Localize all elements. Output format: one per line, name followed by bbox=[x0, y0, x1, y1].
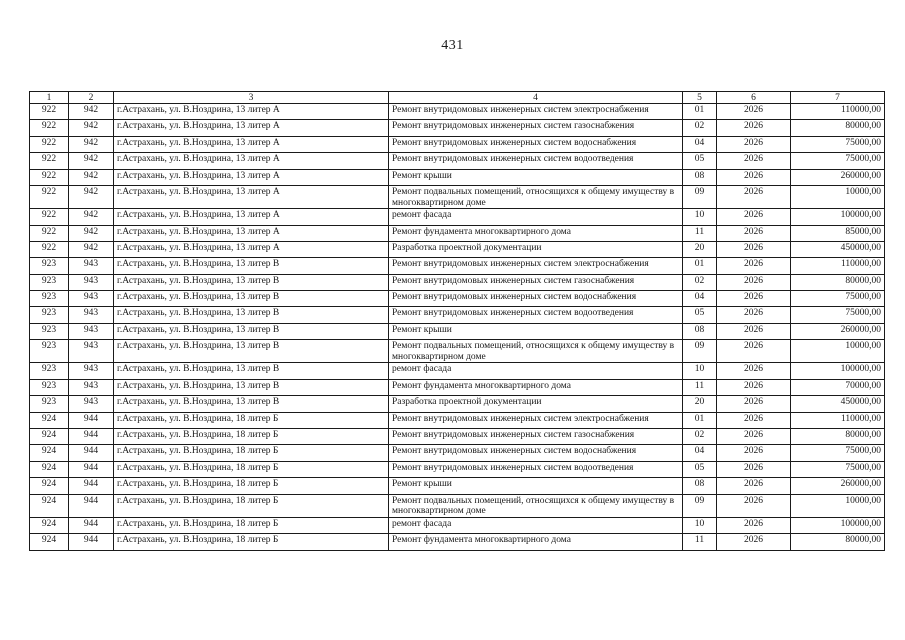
object-id-cell: 942 bbox=[69, 185, 114, 208]
row-number-cell: 922 bbox=[30, 120, 69, 136]
address-cell: г.Астрахань, ул. В.Ноздрина, 18 литер Б bbox=[114, 461, 389, 477]
column-header: 3 bbox=[114, 92, 389, 104]
row-number-cell: 924 bbox=[30, 517, 69, 533]
cost-cell: 80000,00 bbox=[791, 534, 885, 550]
cost-cell: 70000,00 bbox=[791, 379, 885, 395]
year-cell: 2026 bbox=[717, 363, 791, 379]
work-type-cell: Ремонт внутридомовых инженерных систем водоснабжения bbox=[389, 445, 683, 461]
cost-cell: 260000,00 bbox=[791, 169, 885, 185]
work-code-cell: 20 bbox=[683, 396, 717, 412]
row-number-cell: 923 bbox=[30, 323, 69, 339]
row-number-cell: 924 bbox=[30, 494, 69, 517]
address-cell: г.Астрахань, ул. В.Ноздрина, 18 литер Б bbox=[114, 534, 389, 550]
year-cell: 2026 bbox=[717, 379, 791, 395]
work-type-cell: Ремонт подвальных помещений, относящихся к общему имуществу в многоквартирном доме bbox=[389, 494, 683, 517]
object-id-cell: 942 bbox=[69, 241, 114, 257]
table-row bbox=[30, 445, 885, 461]
cost-cell: 80000,00 bbox=[791, 274, 885, 290]
table-row bbox=[30, 429, 885, 445]
work-code-cell: 09 bbox=[683, 340, 717, 363]
column-header: 7 bbox=[791, 92, 885, 104]
object-id-cell: 942 bbox=[69, 169, 114, 185]
table-row bbox=[30, 120, 885, 136]
address-cell: г.Астрахань, ул. В.Ноздрина, 18 литер Б bbox=[114, 478, 389, 494]
work-type-cell: Ремонт внутридомовых инженерных систем электроснабжения bbox=[389, 104, 683, 120]
work-code-cell: 04 bbox=[683, 136, 717, 152]
object-id-cell: 943 bbox=[69, 323, 114, 339]
cost-cell: 260000,00 bbox=[791, 323, 885, 339]
table-row bbox=[30, 241, 885, 257]
table-row bbox=[30, 136, 885, 152]
column-header: 5 bbox=[683, 92, 717, 104]
row-number-cell: 924 bbox=[30, 412, 69, 428]
year-cell: 2026 bbox=[717, 185, 791, 208]
cost-cell: 110000,00 bbox=[791, 104, 885, 120]
cost-cell: 100000,00 bbox=[791, 209, 885, 225]
object-id-cell: 944 bbox=[69, 478, 114, 494]
address-cell: г.Астрахань, ул. В.Ноздрина, 13 литер А bbox=[114, 104, 389, 120]
work-code-cell: 01 bbox=[683, 412, 717, 428]
work-type-cell: Ремонт внутридомовых инженерных систем водоотведения bbox=[389, 307, 683, 323]
address-cell: г.Астрахань, ул. В.Ноздрина, 13 литер А bbox=[114, 225, 389, 241]
object-id-cell: 943 bbox=[69, 274, 114, 290]
work-code-cell: 08 bbox=[683, 478, 717, 494]
object-id-cell: 944 bbox=[69, 412, 114, 428]
table-row bbox=[30, 307, 885, 323]
address-cell: г.Астрахань, ул. В.Ноздрина, 13 литер А bbox=[114, 120, 389, 136]
work-type-cell: Ремонт фундамента многоквартирного дома bbox=[389, 225, 683, 241]
table-row bbox=[30, 534, 885, 550]
work-code-cell: 09 bbox=[683, 185, 717, 208]
table-row bbox=[30, 153, 885, 169]
address-cell: г.Астрахань, ул. В.Ноздрина, 13 литер А bbox=[114, 136, 389, 152]
row-number-cell: 923 bbox=[30, 363, 69, 379]
work-code-cell: 02 bbox=[683, 120, 717, 136]
cost-cell: 260000,00 bbox=[791, 478, 885, 494]
table-header-row bbox=[30, 92, 885, 104]
table-row bbox=[30, 258, 885, 274]
work-type-cell: ремонт фасада bbox=[389, 209, 683, 225]
work-code-cell: 04 bbox=[683, 291, 717, 307]
work-type-cell: Разработка проектной документации bbox=[389, 396, 683, 412]
work-type-cell: Ремонт внутридомовых инженерных систем водоотведения bbox=[389, 153, 683, 169]
work-code-cell: 11 bbox=[683, 225, 717, 241]
object-id-cell: 943 bbox=[69, 379, 114, 395]
table-row bbox=[30, 494, 885, 517]
cost-cell: 75000,00 bbox=[791, 291, 885, 307]
column-header: 1 bbox=[30, 92, 69, 104]
work-code-cell: 08 bbox=[683, 169, 717, 185]
address-cell: г.Астрахань, ул. В.Ноздрина, 13 литер В bbox=[114, 274, 389, 290]
work-code-cell: 11 bbox=[683, 534, 717, 550]
table-row bbox=[30, 363, 885, 379]
table-row bbox=[30, 225, 885, 241]
address-cell: г.Астрахань, ул. В.Ноздрина, 18 литер Б bbox=[114, 517, 389, 533]
cost-cell: 100000,00 bbox=[791, 363, 885, 379]
object-id-cell: 943 bbox=[69, 396, 114, 412]
year-cell: 2026 bbox=[717, 258, 791, 274]
table-row bbox=[30, 185, 885, 208]
address-cell: г.Астрахань, ул. В.Ноздрина, 13 литер В bbox=[114, 307, 389, 323]
object-id-cell: 944 bbox=[69, 429, 114, 445]
row-number-cell: 924 bbox=[30, 461, 69, 477]
address-cell: г.Астрахань, ул. В.Ноздрина, 13 литер В bbox=[114, 379, 389, 395]
cost-cell: 75000,00 bbox=[791, 307, 885, 323]
table-row bbox=[30, 461, 885, 477]
row-number-cell: 923 bbox=[30, 258, 69, 274]
address-cell: г.Астрахань, ул. В.Ноздрина, 13 литер А bbox=[114, 209, 389, 225]
work-type-cell: ремонт фасада bbox=[389, 517, 683, 533]
cost-cell: 100000,00 bbox=[791, 517, 885, 533]
year-cell: 2026 bbox=[717, 291, 791, 307]
row-number-cell: 924 bbox=[30, 478, 69, 494]
address-cell: г.Астрахань, ул. В.Ноздрина, 18 литер Б bbox=[114, 494, 389, 517]
cost-cell: 85000,00 bbox=[791, 225, 885, 241]
column-header: 4 bbox=[389, 92, 683, 104]
work-type-cell: Ремонт внутридомовых инженерных систем газоснабжения bbox=[389, 274, 683, 290]
work-type-cell: Ремонт подвальных помещений, относящихся к общему имуществу в многоквартирном доме bbox=[389, 185, 683, 208]
year-cell: 2026 bbox=[717, 494, 791, 517]
year-cell: 2026 bbox=[717, 517, 791, 533]
table-row bbox=[30, 340, 885, 363]
year-cell: 2026 bbox=[717, 396, 791, 412]
year-cell: 2026 bbox=[717, 323, 791, 339]
year-cell: 2026 bbox=[717, 104, 791, 120]
object-id-cell: 944 bbox=[69, 517, 114, 533]
address-cell: г.Астрахань, ул. В.Ноздрина, 13 литер А bbox=[114, 153, 389, 169]
address-cell: г.Астрахань, ул. В.Ноздрина, 13 литер В bbox=[114, 363, 389, 379]
row-number-cell: 923 bbox=[30, 291, 69, 307]
address-cell: г.Астрахань, ул. В.Ноздрина, 13 литер А bbox=[114, 169, 389, 185]
work-type-cell: Ремонт фундамента многоквартирного дома bbox=[389, 534, 683, 550]
work-code-cell: 20 bbox=[683, 241, 717, 257]
row-number-cell: 923 bbox=[30, 396, 69, 412]
object-id-cell: 942 bbox=[69, 136, 114, 152]
cost-cell: 110000,00 bbox=[791, 258, 885, 274]
object-id-cell: 944 bbox=[69, 534, 114, 550]
cost-cell: 80000,00 bbox=[791, 429, 885, 445]
year-cell: 2026 bbox=[717, 340, 791, 363]
row-number-cell: 923 bbox=[30, 307, 69, 323]
table-row bbox=[30, 517, 885, 533]
work-type-cell: Ремонт крыши bbox=[389, 169, 683, 185]
table-row bbox=[30, 412, 885, 428]
object-id-cell: 942 bbox=[69, 153, 114, 169]
table-row bbox=[30, 478, 885, 494]
year-cell: 2026 bbox=[717, 412, 791, 428]
row-number-cell: 924 bbox=[30, 445, 69, 461]
row-number-cell: 924 bbox=[30, 429, 69, 445]
object-id-cell: 943 bbox=[69, 363, 114, 379]
object-id-cell: 943 bbox=[69, 258, 114, 274]
address-cell: г.Астрахань, ул. В.Ноздрина, 13 литер В bbox=[114, 396, 389, 412]
work-code-cell: 05 bbox=[683, 461, 717, 477]
work-type-cell: Ремонт подвальных помещений, относящихся к общему имуществу в многоквартирном доме bbox=[389, 340, 683, 363]
row-number-cell: 923 bbox=[30, 379, 69, 395]
year-cell: 2026 bbox=[717, 241, 791, 257]
address-cell: г.Астрахань, ул. В.Ноздрина, 13 литер В bbox=[114, 323, 389, 339]
address-cell: г.Астрахань, ул. В.Ноздрина, 13 литер А bbox=[114, 185, 389, 208]
work-code-cell: 08 bbox=[683, 323, 717, 339]
cost-cell: 75000,00 bbox=[791, 153, 885, 169]
cost-cell: 80000,00 bbox=[791, 120, 885, 136]
year-cell: 2026 bbox=[717, 274, 791, 290]
row-number-cell: 922 bbox=[30, 225, 69, 241]
cost-cell: 450000,00 bbox=[791, 241, 885, 257]
year-cell: 2026 bbox=[717, 136, 791, 152]
table-body bbox=[30, 104, 885, 551]
table-row bbox=[30, 209, 885, 225]
address-cell: г.Астрахань, ул. В.Ноздрина, 18 литер Б bbox=[114, 445, 389, 461]
works-table bbox=[29, 91, 885, 551]
table-row bbox=[30, 396, 885, 412]
work-type-cell: ремонт фасада bbox=[389, 363, 683, 379]
cost-cell: 75000,00 bbox=[791, 461, 885, 477]
work-code-cell: 04 bbox=[683, 445, 717, 461]
year-cell: 2026 bbox=[717, 445, 791, 461]
work-type-cell: Ремонт внутридомовых инженерных систем газоснабжения bbox=[389, 429, 683, 445]
work-code-cell: 11 bbox=[683, 379, 717, 395]
work-code-cell: 01 bbox=[683, 104, 717, 120]
work-code-cell: 10 bbox=[683, 517, 717, 533]
work-type-cell: Ремонт фундамента многоквартирного дома bbox=[389, 379, 683, 395]
work-code-cell: 05 bbox=[683, 153, 717, 169]
table-row bbox=[30, 291, 885, 307]
table-row bbox=[30, 169, 885, 185]
year-cell: 2026 bbox=[717, 209, 791, 225]
year-cell: 2026 bbox=[717, 534, 791, 550]
cost-cell: 10000,00 bbox=[791, 185, 885, 208]
row-number-cell: 923 bbox=[30, 274, 69, 290]
object-id-cell: 943 bbox=[69, 307, 114, 323]
row-number-cell: 922 bbox=[30, 136, 69, 152]
year-cell: 2026 bbox=[717, 120, 791, 136]
object-id-cell: 944 bbox=[69, 494, 114, 517]
address-cell: г.Астрахань, ул. В.Ноздрина, 18 литер Б bbox=[114, 429, 389, 445]
work-code-cell: 10 bbox=[683, 363, 717, 379]
address-cell: г.Астрахань, ул. В.Ноздрина, 18 литер Б bbox=[114, 412, 389, 428]
address-cell: г.Астрахань, ул. В.Ноздрина, 13 литер А bbox=[114, 241, 389, 257]
cost-cell: 10000,00 bbox=[791, 340, 885, 363]
object-id-cell: 942 bbox=[69, 120, 114, 136]
cost-cell: 450000,00 bbox=[791, 396, 885, 412]
row-number-cell: 924 bbox=[30, 534, 69, 550]
object-id-cell: 943 bbox=[69, 340, 114, 363]
object-id-cell: 942 bbox=[69, 225, 114, 241]
object-id-cell: 944 bbox=[69, 461, 114, 477]
work-type-cell: Ремонт крыши bbox=[389, 478, 683, 494]
year-cell: 2026 bbox=[717, 478, 791, 494]
cost-cell: 110000,00 bbox=[791, 412, 885, 428]
work-code-cell: 01 bbox=[683, 258, 717, 274]
address-cell: г.Астрахань, ул. В.Ноздрина, 13 литер В bbox=[114, 340, 389, 363]
row-number-cell: 922 bbox=[30, 153, 69, 169]
year-cell: 2026 bbox=[717, 225, 791, 241]
row-number-cell: 922 bbox=[30, 185, 69, 208]
row-number-cell: 923 bbox=[30, 340, 69, 363]
year-cell: 2026 bbox=[717, 169, 791, 185]
object-id-cell: 942 bbox=[69, 104, 114, 120]
work-code-cell: 05 bbox=[683, 307, 717, 323]
year-cell: 2026 bbox=[717, 307, 791, 323]
work-type-cell: Ремонт внутридомовых инженерных систем водоотведения bbox=[389, 461, 683, 477]
table-row bbox=[30, 323, 885, 339]
page-number: 431 bbox=[441, 38, 464, 53]
work-type-cell: Ремонт внутридомовых инженерных систем водоснабжения bbox=[389, 136, 683, 152]
work-code-cell: 10 bbox=[683, 209, 717, 225]
work-code-cell: 09 bbox=[683, 494, 717, 517]
cost-cell: 75000,00 bbox=[791, 445, 885, 461]
work-type-cell: Ремонт внутридомовых инженерных систем электроснабжения bbox=[389, 258, 683, 274]
work-code-cell: 02 bbox=[683, 429, 717, 445]
work-type-cell: Ремонт внутридомовых инженерных систем газоснабжения bbox=[389, 120, 683, 136]
object-id-cell: 944 bbox=[69, 445, 114, 461]
work-code-cell: 02 bbox=[683, 274, 717, 290]
row-number-cell: 922 bbox=[30, 169, 69, 185]
year-cell: 2026 bbox=[717, 153, 791, 169]
object-id-cell: 943 bbox=[69, 291, 114, 307]
work-type-cell: Ремонт внутридомовых инженерных систем водоснабжения bbox=[389, 291, 683, 307]
address-cell: г.Астрахань, ул. В.Ноздрина, 13 литер В bbox=[114, 291, 389, 307]
column-header: 6 bbox=[717, 92, 791, 104]
address-cell: г.Астрахань, ул. В.Ноздрина, 13 литер В bbox=[114, 258, 389, 274]
table-row bbox=[30, 379, 885, 395]
table-row bbox=[30, 274, 885, 290]
column-header: 2 bbox=[69, 92, 114, 104]
cost-cell: 10000,00 bbox=[791, 494, 885, 517]
year-cell: 2026 bbox=[717, 429, 791, 445]
work-type-cell: Ремонт внутридомовых инженерных систем электроснабжения bbox=[389, 412, 683, 428]
row-number-cell: 922 bbox=[30, 104, 69, 120]
row-number-cell: 922 bbox=[30, 209, 69, 225]
table-row bbox=[30, 104, 885, 120]
work-type-cell: Разработка проектной документации bbox=[389, 241, 683, 257]
work-type-cell: Ремонт крыши bbox=[389, 323, 683, 339]
cost-cell: 75000,00 bbox=[791, 136, 885, 152]
row-number-cell: 922 bbox=[30, 241, 69, 257]
year-cell: 2026 bbox=[717, 461, 791, 477]
object-id-cell: 942 bbox=[69, 209, 114, 225]
